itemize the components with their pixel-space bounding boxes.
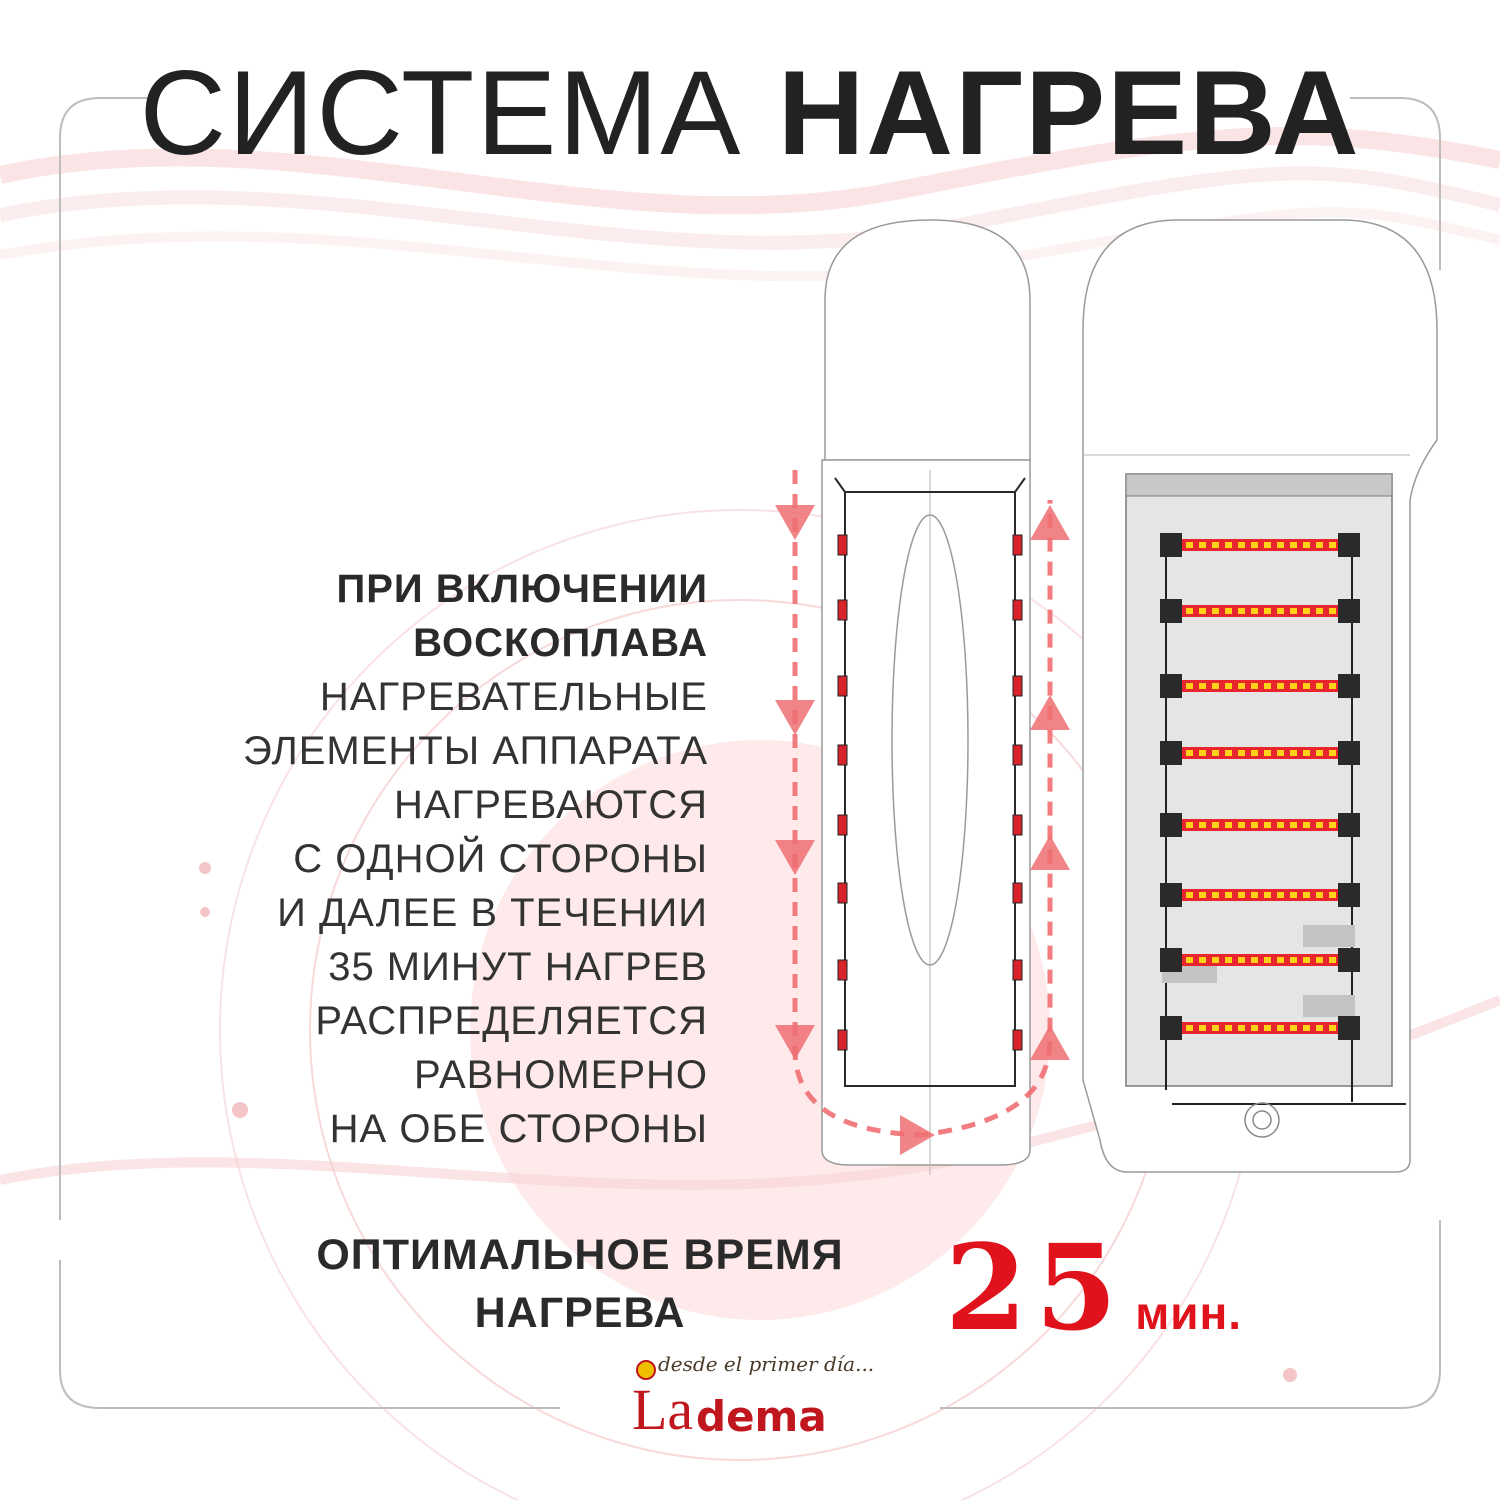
desc-strong-line: ПРИ ВКЛЮЧЕНИИ xyxy=(336,567,708,611)
desc-line: РАВНОМЕРНО xyxy=(413,1053,708,1097)
logo-la: La xyxy=(632,1377,694,1442)
desc-line: РАСПРЕДЕЛЯЕТСЯ xyxy=(315,999,708,1043)
optimal-heating-label xyxy=(240,1226,920,1342)
heating-time-value: 25 xyxy=(945,1218,1126,1357)
desc-line: НАГРЕВАТЕЛЬНЫЕ xyxy=(319,675,708,719)
heating-time-unit: мин. xyxy=(1135,1287,1243,1339)
desc-line: ЭЛЕМЕНТЫ АППАРАТА xyxy=(243,729,708,773)
title-light: СИСТЕМА xyxy=(139,46,743,180)
title-bold: НАГРЕВА xyxy=(777,46,1361,180)
logo-tagline: desde el primer día... xyxy=(658,1352,875,1376)
desc-line: 35 МИНУТ НАГРЕВ xyxy=(328,945,708,989)
desc-line: НА ОБЕ СТОРОНЫ xyxy=(329,1107,708,1151)
description-text xyxy=(68,562,708,1156)
heating-time xyxy=(945,1218,1242,1357)
page-title xyxy=(0,48,1500,178)
desc-line: С ОДНОЙ СТОРОНЫ xyxy=(293,837,708,881)
optimal-line-1: ОПТИМАЛЬНОЕ ВРЕМЯ xyxy=(316,1231,844,1279)
brand-logo xyxy=(628,1352,878,1442)
optimal-line-2: НАГРЕВА xyxy=(474,1289,686,1337)
desc-line: НАГРЕВАЮТСЯ xyxy=(394,783,708,827)
desc-line: И ДАЛЕЕ В ТЕЧЕНИИ xyxy=(277,891,708,935)
desc-strong-line: ВОСКОПЛАВА xyxy=(413,621,708,665)
logo-dema: dema xyxy=(696,1392,827,1441)
